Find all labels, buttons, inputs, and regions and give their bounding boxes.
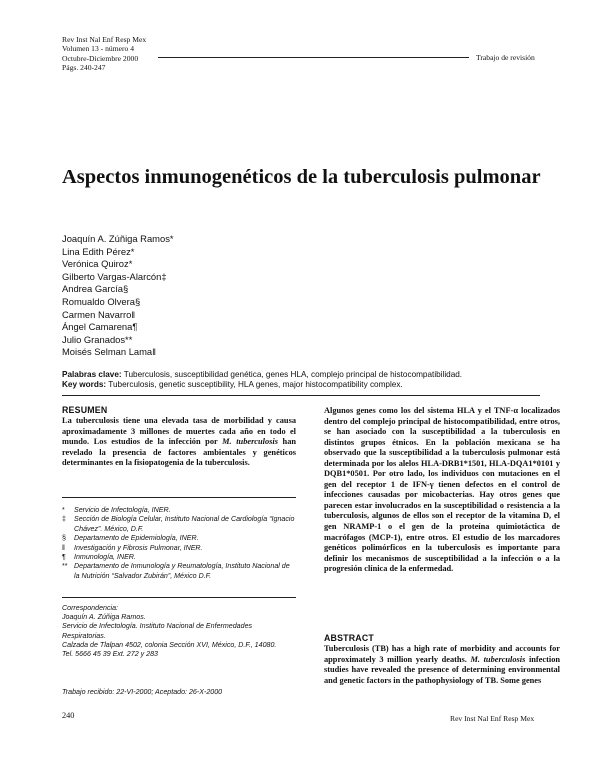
footnote [62, 534, 296, 543]
footer-journal: Rev Inst Nal Enf Resp Mex [450, 714, 535, 723]
header-line: Volumen 13 - número 4 [62, 44, 134, 54]
footnote-text: Departamento de Epidemiología, INER. [74, 534, 199, 543]
resumen-text [62, 416, 296, 469]
keywords-en-text: Tuberculosis, genetic susceptibility, HLA genes, major histocompatibility complex. [108, 380, 403, 390]
correspondence-line: Joaquín A. Zúñiga Ramos. [62, 613, 146, 622]
section-label: Trabajo de revisión [476, 53, 535, 62]
resumen-text-part: La tuberculosis tiene una elevada tasa de morbilidad y causa aproximadamente 3 millones de muertes cada año en todo el mundo. Los estudios de la infección por [62, 416, 296, 447]
resumen-text-part: han revelado la presencia de factores ambientales y genéticos determinantes en la fisiopatogenia de la tuberculosis. [62, 437, 297, 468]
header-rule [158, 57, 469, 58]
journal-header [62, 35, 146, 72]
footnote [62, 562, 296, 581]
footnote [62, 515, 296, 534]
keywords-es [62, 370, 552, 380]
keywords-en [62, 380, 552, 390]
abstract-text-part: Tuberculosis (TB) has a high rate of morbidity and accounts for approximately 3 million yearly deaths. [324, 644, 560, 664]
footnotes-rule [62, 597, 296, 598]
author: Ángel Camarena¶ [62, 321, 138, 333]
affiliation-footnotes [62, 506, 296, 581]
abstract-text [324, 644, 560, 686]
author: Carmen Navarro‖ [62, 308, 136, 320]
footnote-text: Sección de Biología Celular, Instituto Nacional de Cardiología “Ignacio Chávez”. México, D.F. [74, 515, 295, 533]
resumen-italic: M. tuberculosis [222, 437, 278, 447]
keywords-rule [62, 395, 540, 396]
header-line: Rev Inst Nal Enf Resp Mex [62, 35, 147, 44]
author: Andrea García§ [62, 283, 129, 295]
correspondence-line: Servicio de Infectología. Instituto Nacional de Enfermedades Respiratorias. [62, 622, 253, 640]
footnote-text: Investigación y Fibrosis Pulmonar, INER. [74, 543, 203, 552]
abstract-text-part: infection studies have revealed the presence of determining environmental and genetic factors in the pathophysiology of TB. Some genes [324, 654, 561, 685]
correspondence-block [62, 604, 296, 659]
footnote-mark: ¶ [62, 553, 66, 562]
correspondence-line: Calzada de Tlalpan 4502, colonia Sección XVI, México, D.F., 14080. [62, 640, 277, 649]
author: Gilberto Vargas-Alarcón‡ [62, 270, 167, 282]
author: Joaquín A. Zúñiga Ramos* [62, 233, 174, 244]
footnote-mark: ‖ [62, 543, 65, 552]
author-list [62, 233, 174, 359]
keywords-block [62, 370, 552, 391]
received-dates: Trabajo recibido: 22-VI-2000; Aceptado: 26-X-2000 [62, 688, 223, 696]
header-line: Págs. 240-247 [62, 62, 106, 72]
footnote-mark: § [62, 534, 66, 543]
correspondence-label: Correspondencia: [62, 604, 118, 612]
footnote-mark: ** [62, 562, 68, 571]
author: Verónica Quiroz* [62, 258, 133, 270]
footnote-mark: * [62, 506, 65, 514]
correspondence-line: Tel. 5666 45 39 Ext. 272 y 283 [62, 650, 158, 659]
abstract-italic: M. tuberculosis [470, 654, 526, 664]
footnote-text: Inmunología, INER. [74, 553, 136, 562]
keywords-en-label: Key words: [62, 380, 107, 390]
footnote [62, 506, 296, 515]
resumen-rule [62, 497, 296, 498]
footnote [62, 553, 296, 562]
header-line: Octubre-Diciembre 2000 [62, 53, 139, 63]
footnote-text: Servicio de Infectología, INER. [74, 506, 171, 514]
author: Moisés Selman Lama‖ [62, 346, 157, 358]
author: Lina Edith Pérez* [62, 245, 135, 257]
footnote-mark: ‡ [62, 515, 66, 524]
article-title: Aspectos inmunogenéticos de la tuberculosis pulmonar [62, 166, 541, 188]
keywords-es-label: Palabras clave: [62, 370, 122, 379]
author: Romualdo Olvera§ [62, 295, 141, 307]
author: Julio Granados** [62, 333, 133, 345]
footnote-text: Departamento de Inmunología y Reumatología, Instituto Nacional de la Nutrición “Salvador Zubirán”, México D.F. [74, 562, 290, 580]
body-paragraph: Algunos genes como los del sistema HLA y el TNF-α localizados dentro del complejo principal de histocompatibilidad, entre otros, se han asociado con la susceptibilidad a la tuberculosis en distintos grupos étnicos. En la población mexicana se ha observado que la susceptibilidad a la tuberculosis pulmonar está determinada por los alelos HLA-DRB1*1501, HLA-DQA1*0101 y DQB1*0501. Por otro lado, los individuos con mutaciones en el gen del receptor 1 de IFN-γ tienen defectos en el control de infecciones causadas por micobacterias. Hay otros genes que parecen estar involucrados en la susceptibilidad o resistencia a la tuberculosis, algunos de ellos son el receptor de la vitamina D, el gen NRAMP-1 o el gen de la proteína quimiotáctica de macrófagos (MCP-1), entre otros. El estudio de los marcadores genéticos polimórficos en la tuberculosis es importante para definir los mecanismos de susceptibilidad a la infección o a la progresión clínica de la enfermedad. [324, 406, 560, 574]
abstract-heading: ABSTRACT [324, 633, 374, 643]
page-number: 240 [62, 711, 75, 720]
keywords-es-text: Tuberculosis, susceptibilidad genética, genes HLA, complejo principal de histocompatibilidad. [123, 370, 463, 379]
resumen-heading: RESUMEN [62, 405, 108, 415]
footnote [62, 544, 296, 553]
